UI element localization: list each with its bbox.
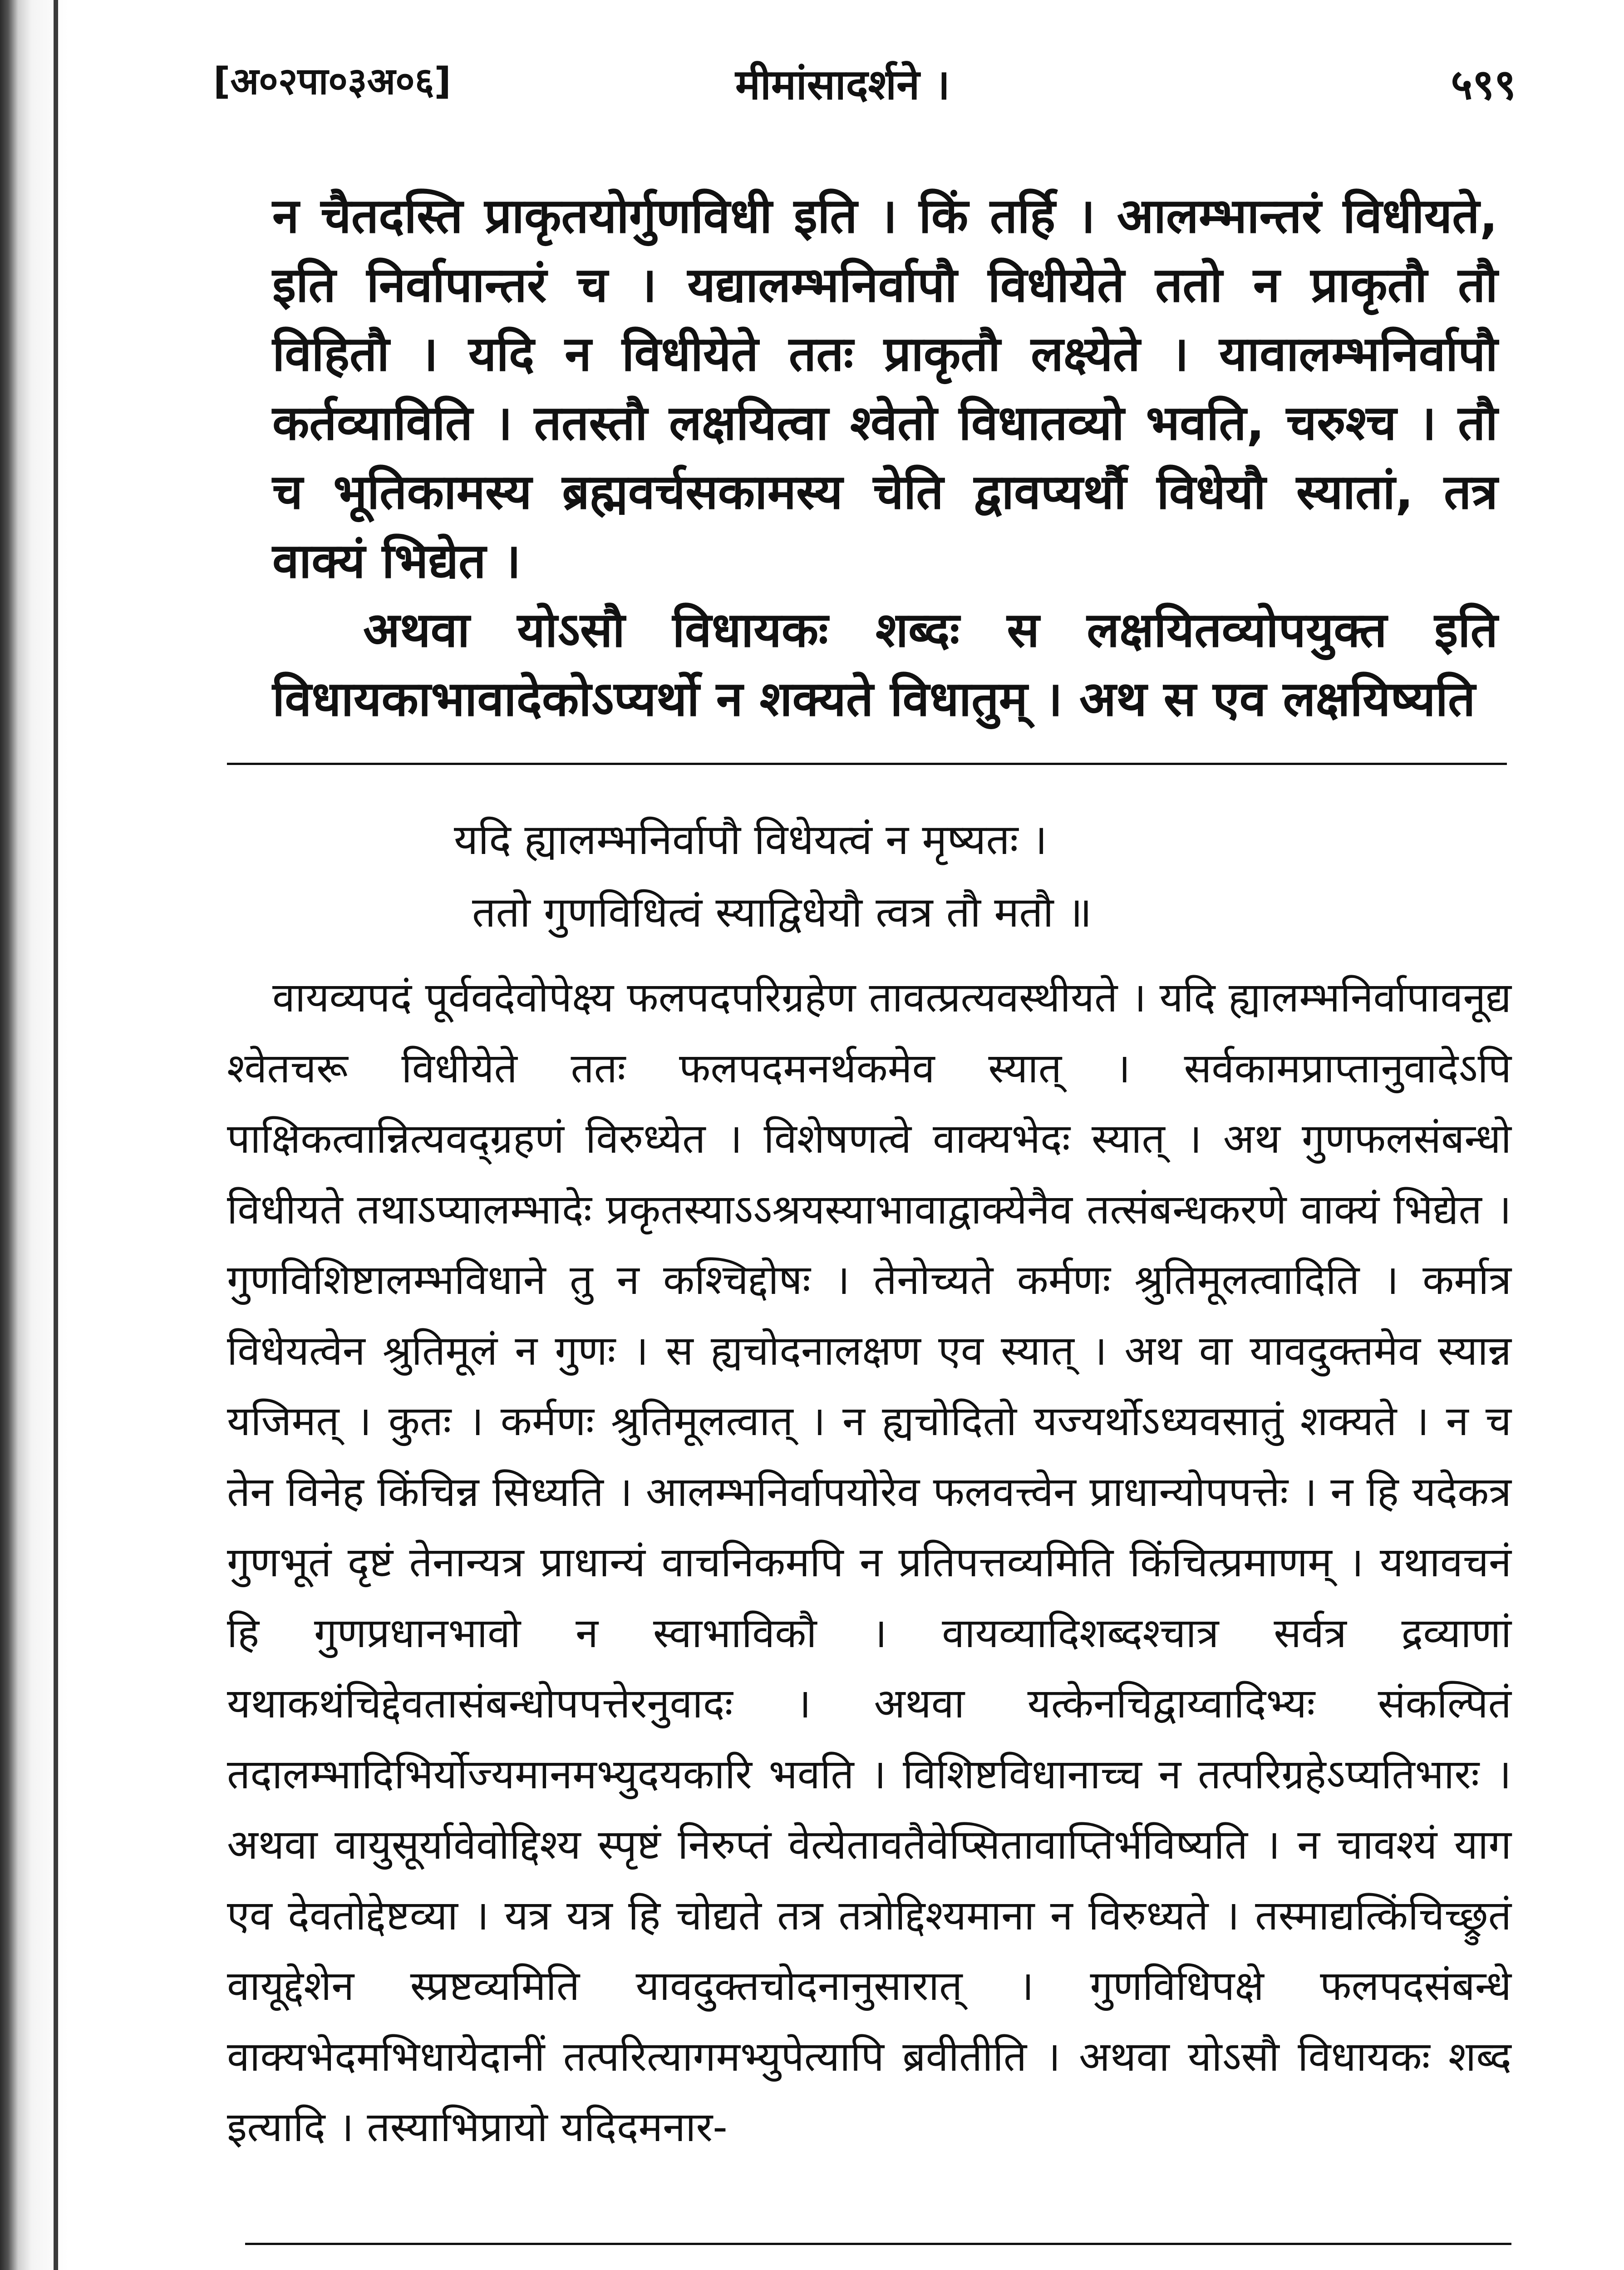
verse-block	[454, 804, 1362, 949]
main-commentary	[272, 182, 1498, 734]
verse-line: ततो गुणविधित्वं स्याद्विधेयौ त्वत्र तौ मतौ ॥	[472, 888, 1092, 937]
sub-commentary-paragraph: वायव्यपदं पूर्ववदेवोपेक्ष्य फलपदपरिग्रहेण तावत्प्रत्यवस्थीयते । यदि ह्यालम्भनिर्वापावनूद्य श्वेतचरू विधीयेते ततः फलपदमनर्थकमेव स्यात् । सर्वकामप्राप्तानुवादेऽपि पाक्षिकत्वान्नित्यवद्ग्रहणं विरुध्येत । विशेषणत्वे वाक्यभेदः स्यात् । अथ गुणफलसंबन्धो विधीयते तथाऽप्यालम्भादेः प्रकृतस्याऽऽश्रयस्याभावाद्वाक्येनैव तत्संबन्धकरणे वाक्यं भिद्येत । गुणविशिष्टालम्भविधाने तु न कश्चिद्दोषः । तेनोच्यते कर्मणः श्रुतिमूलत्वादिति । कर्मात्र विधेयत्वेन श्रुतिमूलं न गुणः । स ह्यचोदनालक्षण एव स्यात् । अथ वा यावदुक्तमेव स्यान्न यजिमत् । कुतः । कर्मणः श्रुतिमूलत्वात् । न ह्यचोदितो यज्यर्थोऽध्यवसातुं शक्यते । न च तेन विनेह किंचिन्न सिध्यति । आलम्भनिर्वापयोरेव फलवत्त्वेन प्राधान्योपपत्तेः । न हि यदेकत्र गुणभूतं दृष्टं तेनान्यत्र प्राधान्यं वाचनिकमपि न प्रतिपत्तव्यमिति किंचित्प्रमाणम् । यथावचनं हि गुणप्रधानभावो न स्वाभाविकौ । वायव्यादिशब्दश्चात्र सर्वत्र द्रव्याणां यथाकथंचिद्देवतासंबन्धोपपत्तेरनुवादः । अथवा यत्केनचिद्वाय्वादिभ्यः संकल्पितं तदालम्भादिभिर्योज्यमानमभ्युदयकारि भवति । विशिष्टविधानाच्च न तत्परिग्रहेऽप्यतिभारः । अथवा वायुसूर्यावेवोद्दिश्य स्पृष्टं निरुप्तं वेत्येतावतैवेप्सितावाप्तिर्भविष्यति । न चावश्यं याग एव देवतोद्देष्टव्या । यत्र यत्र हि चोद्यते तत्र तत्रोद्दिश्यमाना न विरुध्यते । तस्माद्यत्किंचिच्छ्रुतं वायूद्देशेन स्प्रष्टव्यमिति यावदुक्तचोदनानुसारात् । गुणविधिपक्षे फलपदसंबन्धे वाक्यभेदमभिधायेदानीं तत्परित्यागमभ्युपेत्यापि ब्रवीतीति । अथवा योऽसौ विधायकः शब्द इत्यादि । तस्याभिप्रायो यदिदमनार-	[227, 974, 1511, 2151]
page-number: ५९९	[1451, 60, 1516, 109]
footnote-rule	[245, 2243, 1511, 2245]
page-header	[213, 54, 1516, 114]
separator-rule	[227, 763, 1507, 765]
verse-line: यदि ह्यालम्भनिर्वापौ विधेयत्वं न मृष्यतः ।	[454, 815, 1048, 864]
running-title: मीमांसादर्शने ।	[735, 60, 950, 109]
commentary-paragraph: न चैतदस्ति प्राकृतयोर्गुणविधी इति । किं तर्हि । आलम्भान्तरं विधीयते, इति निर्वापान्तरं च । यद्यालम्भनिर्वापौ विधीयेते ततो न प्राकृतौ तौ विहितौ । यदि न विधीयेते ततः प्राकृतौ लक्ष्येते । यावालम्भनिर्वापौ कर्तव्याविति । ततस्तौ लक्षयित्वा श्वेतो विधातव्यो भवति, चरुश्च । तौ च भूतिकामस्य ब्रह्मवर्चसकामस्य चेति द्वावप्यर्थौ विधेयौ स्यातां, तत्र वाक्यं भिद्येत ।	[272, 188, 1498, 589]
footnote	[399, 2265, 1443, 2270]
section-reference: [अ०२पा०३अ०६]	[213, 60, 451, 103]
commentary-paragraph: अथवा योऽसौ विधायकः शब्दः स लक्षयितव्योपयुक्त इति विधायकाभावादेकोऽप्यर्थो न शक्यते विधातुम् । अथ स एव लक्षयिष्यति	[272, 602, 1498, 727]
sub-commentary	[227, 962, 1511, 2163]
binding-line	[54, 0, 58, 2270]
